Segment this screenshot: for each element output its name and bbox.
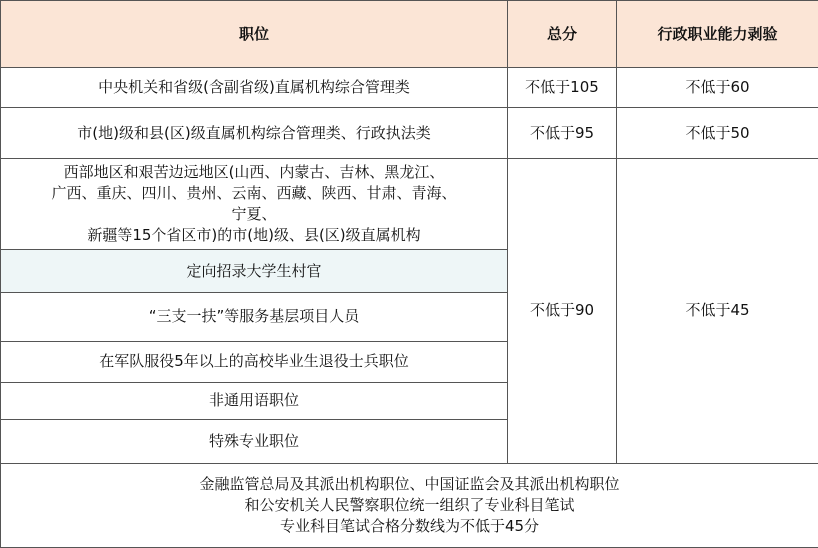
footnote-line-2: 和公安机关人民警察职位统一组织了专业科目笔试 (244, 495, 575, 514)
total-score-cell: 不低于105 (508, 68, 617, 108)
table-row (1, 68, 818, 108)
group-total-score-cell: 不低于90 (508, 159, 617, 464)
total-score-cell: 不低于95 (508, 108, 617, 159)
admin-score-cell: 不低于50 (617, 108, 818, 159)
admin-score-cell: 不低于60 (617, 68, 818, 108)
footnote-line-1: 金融监管总局及其派出机构职位、中国证监会及其派出机构职位 (199, 474, 620, 493)
column-header-total: 总分 (508, 1, 617, 68)
footnote-row (1, 463, 818, 547)
position-cell-non-common-language: 非通用语职位 (1, 382, 508, 419)
table-row (1, 108, 818, 159)
group-admin-score-cell: 不低于45 (617, 159, 818, 464)
position-cell-special-profession: 特殊专业职位 (1, 419, 508, 463)
position-cell-three-support: “三支一扶”等服务基层项目人员 (1, 293, 508, 341)
footnote-line-3: 专业科目笔试合格分数线为不低于45分 (279, 516, 540, 535)
western-line-3: 宁夏、 (231, 205, 277, 224)
position-cell-veterans: 在军队服役5年以上的高校毕业生退役士兵职位 (1, 341, 508, 382)
table-row (1, 159, 818, 250)
position-cell-western-regions (1, 159, 508, 250)
column-header-admin-ability: 行政职业能力剥验 (617, 1, 818, 68)
footnote-cell (1, 463, 818, 547)
western-line-1: 西部地区和艰苦边远地区(山西、内蒙古、吉林、黑龙江、 (63, 163, 445, 182)
column-header-position: 职位 (1, 1, 508, 68)
table-header-row (1, 1, 818, 68)
position-cell-village-official: 定向招录大学生村官 (1, 250, 508, 293)
western-line-4: 新疆等15个省区市)的市(地)级、县(区)级直属机构 (87, 226, 421, 245)
western-line-2: 广西、重庆、四川、贵州、云南、西藏、陕西、甘肃、青海、 (51, 184, 457, 203)
position-cell: 市(地)级和县(区)级直属机构综合管理类、行政执法类 (1, 108, 508, 159)
position-cell: 中央机关和省级(含副省级)直属机构综合管理类 (1, 68, 508, 108)
